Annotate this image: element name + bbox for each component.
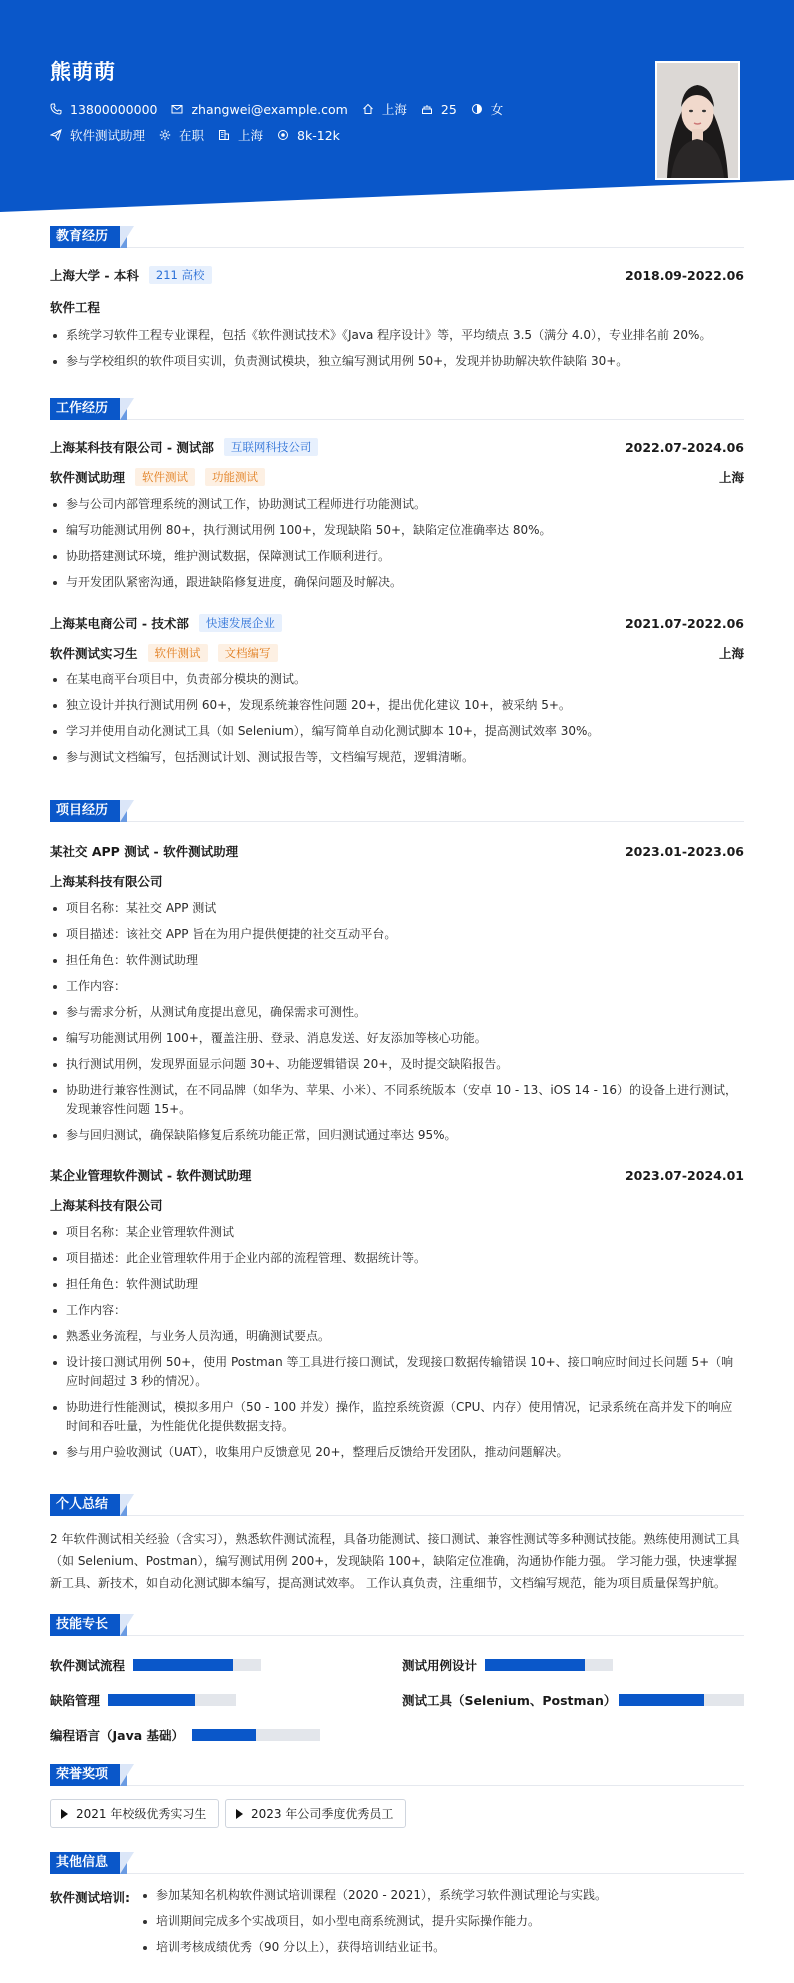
email-item xyxy=(171,102,347,117)
education-title: 教育经历 xyxy=(50,226,120,248)
email-text: zhangwei@example.com xyxy=(191,101,348,117)
list-item: 编写功能测试用例 80+，执行测试用例 100+，发现缺陷 50+，缺陷定位准确率达 80%。 xyxy=(50,521,744,540)
list-item: 学习并使用自动化测试工具（如 Selenium），编写简单自动化测试脚本 10+，提高测试效率 30%。 xyxy=(50,722,744,741)
work-heading xyxy=(50,398,744,420)
salary-item xyxy=(277,128,340,143)
skill-bar-fill xyxy=(108,1694,195,1706)
list-item: 项目名称：某社交 APP 测试 xyxy=(50,899,744,918)
skill-name: 测试用例设计 xyxy=(402,1658,478,1673)
list-item: 工作内容： xyxy=(50,977,744,996)
resume-header xyxy=(0,0,794,212)
honors-section xyxy=(50,1764,744,1821)
job-duties-list xyxy=(50,670,744,774)
list-item: 培训期间完成多个实战项目，如小型电商系统测试，提升实际操作能力。 xyxy=(140,1912,744,1931)
other-heading xyxy=(50,1852,744,1874)
list-item: 参与公司内部管理系统的测试工作，协助测试工程师进行功能测试。 xyxy=(50,495,744,514)
job-date: 2022.07-2024.06 xyxy=(624,439,744,455)
skill-bar xyxy=(108,1694,236,1706)
job-role-row xyxy=(50,468,744,486)
triangle-icon xyxy=(236,1809,243,1819)
skill-bar xyxy=(619,1694,744,1706)
list-item: 项目描述：该社交 APP 旨在为用户提供便捷的社交互动平台。 xyxy=(50,925,744,944)
project-org-row xyxy=(50,1196,744,1214)
other-section xyxy=(50,1852,744,1954)
skill-name: 编程语言（Java 基础） xyxy=(50,1728,185,1743)
other-label: 软件测试培训: xyxy=(50,1890,130,1905)
job-target-item xyxy=(50,126,145,144)
summary-text: 2 年软件测试相关经验（含实习），熟悉软件测试流程，具备功能测试、接口测试、兼容性测试等多种测试技能。熟练使用测试工具（如 Selenium、Postman），编写测试用例 200+，发现缺陷 100+，缺陷定位准确，沟通协作能力强。 学习能力强，快速掌握新工具、新技术，如自动化测试脚本编写，提高测试效率。 工作认真负责，注重细节，文档编写规范，能为项目质量保驾护航。 xyxy=(50,1532,740,1590)
home-icon xyxy=(362,103,374,115)
skill-item xyxy=(50,1691,236,1709)
education-list xyxy=(50,326,744,378)
projects-title: 项目经历 xyxy=(50,800,120,822)
skill-bar-fill xyxy=(133,1659,233,1671)
skill-item xyxy=(50,1656,261,1674)
list-item: 协助搭建测试环境，维护测试数据，保障测试工作顺利进行。 xyxy=(50,547,744,566)
building-icon xyxy=(218,129,230,141)
phone-item xyxy=(50,102,157,117)
list-item: 参与需求分析，从测试角度提出意见，确保需求可测性。 xyxy=(50,1003,744,1022)
city-item xyxy=(362,100,407,118)
list-item: 设计接口测试用例 50+，使用 Postman 等工具进行接口测试，发现接口数据传输错误 10+、接口响应时间过长问题 5+（响应时间超过 3 秒的情况）。 xyxy=(50,1353,744,1391)
status-text: 在职 xyxy=(179,128,205,143)
cake-icon xyxy=(421,103,433,115)
major-name: 软件工程 xyxy=(50,300,101,315)
education-major-row xyxy=(50,298,744,316)
job-location: 上海 xyxy=(718,646,744,661)
avatar-photo xyxy=(655,61,740,180)
skill-item xyxy=(50,1726,320,1744)
phone-icon xyxy=(50,103,62,115)
gender-text: 女 xyxy=(490,102,504,117)
list-item: 参与用户验收测试（UAT），收集用户反馈意见 20+，整理后反馈给开发团队，推动问题解决。 xyxy=(50,1443,744,1462)
skills-heading xyxy=(50,1614,744,1636)
gear-icon xyxy=(159,129,171,141)
list-item: 与开发团队紧密沟通，跟进缺陷修复进度，确保问题及时解决。 xyxy=(50,573,744,592)
skills-section xyxy=(50,1614,744,1743)
list-item: 熟悉业务流程，与业务人员沟通，明确测试要点。 xyxy=(50,1327,744,1346)
send-icon xyxy=(50,129,62,141)
company-tag: 互联网科技公司 xyxy=(224,438,319,456)
project-org: 上海某科技有限公司 xyxy=(50,874,163,889)
skill-name: 软件测试流程 xyxy=(50,1658,126,1673)
summary-title: 个人总结 xyxy=(50,1494,120,1516)
job-company-row xyxy=(50,614,744,632)
job-role: 软件测试助理 xyxy=(50,470,126,485)
skill-bar xyxy=(133,1659,261,1671)
skill-item xyxy=(402,1691,744,1709)
list-item: 编写功能测试用例 100+，覆盖注册、登录、消息发送、好友添加等核心功能。 xyxy=(50,1029,744,1048)
project-org-row xyxy=(50,872,744,890)
age-text: 25 xyxy=(440,101,457,117)
project-date: 2023.07-2024.01 xyxy=(624,1167,744,1183)
role-tag: 软件测试 xyxy=(148,644,208,662)
projects-heading xyxy=(50,800,744,822)
education-school-row xyxy=(50,266,744,284)
education-heading xyxy=(50,226,744,248)
list-item: 执行测试用例，发现界面显示问题 30+、功能逻辑错误 20+，及时提交缺陷报告。 xyxy=(50,1055,744,1074)
gender-icon xyxy=(471,103,483,115)
job-target-text: 软件测试助理 xyxy=(70,128,146,143)
phone-text: 13800000000 xyxy=(70,101,158,117)
honors-title: 荣誉奖项 xyxy=(50,1764,120,1786)
project-org: 上海某科技有限公司 xyxy=(50,1198,163,1213)
skills-title: 技能专长 xyxy=(50,1614,120,1636)
list-item: 工作内容： xyxy=(50,1301,744,1320)
education-date: 2018.09-2022.06 xyxy=(624,267,744,283)
job-location: 上海 xyxy=(718,470,744,485)
work-title: 工作经历 xyxy=(50,398,120,420)
summary-section xyxy=(50,1494,744,1590)
list-item: 系统学习软件工程专业课程，包括《软件测试技术》《Java 程序设计》等，平均绩点 3.5（满分 4.0），专业排名前 20%。 xyxy=(50,326,744,345)
skill-bar-fill xyxy=(485,1659,585,1671)
honors-heading xyxy=(50,1764,744,1786)
work-section xyxy=(50,398,744,764)
company-name: 上海某科技有限公司 - 测试部 xyxy=(50,440,214,455)
age-item xyxy=(421,102,457,117)
target-city-text: 上海 xyxy=(238,128,264,143)
city-text: 上海 xyxy=(381,102,407,117)
school-name: 上海大学 - 本科 xyxy=(50,268,139,283)
company-tag: 快速发展企业 xyxy=(199,614,282,632)
list-item: 协助进行性能测试，模拟多用户（50 - 100 并发）操作，监控系统资源（CPU、内存）使用情况，记录系统在高并发下的响应时间和吞吐量，为性能优化提供数据支持。 xyxy=(50,1398,744,1436)
award-badge xyxy=(225,1799,406,1828)
skill-item xyxy=(402,1656,613,1674)
list-item: 在某电商平台项目中，负责部分模块的测试。 xyxy=(50,670,744,689)
education-section xyxy=(50,226,744,368)
mail-icon xyxy=(171,103,183,115)
project-name: 某社交 APP 测试 - 软件测试助理 xyxy=(50,844,239,859)
list-item: 参与回归测试，确保缺陷修复后系统功能正常，回归测试通过率达 95%。 xyxy=(50,1126,744,1145)
skill-bar-fill xyxy=(619,1694,704,1706)
list-item: 项目描述：此企业管理软件用于企业内部的流程管理、数据统计等。 xyxy=(50,1249,744,1268)
award-badge xyxy=(50,1799,219,1828)
role-tag: 文档编写 xyxy=(218,644,278,662)
list-item: 担任角色：软件测试助理 xyxy=(50,951,744,970)
project-detail-list xyxy=(50,1223,744,1469)
contact-info-row xyxy=(50,100,517,118)
skill-name: 测试工具（Selenium、Postman） xyxy=(402,1693,617,1708)
award-name: 2023 年公司季度优秀员工 xyxy=(251,1807,394,1821)
project-name: 某企业管理软件测试 - 软件测试助理 xyxy=(50,1168,252,1183)
role-tag: 软件测试 xyxy=(135,468,195,486)
other-label-row xyxy=(50,1888,140,1906)
skill-name: 缺陷管理 xyxy=(50,1693,101,1708)
other-title: 其他信息 xyxy=(50,1852,120,1874)
list-item: 参加某知名机构软件测试培训课程（2020 - 2021），系统学习软件测试理论与实践。 xyxy=(140,1886,744,1905)
skill-bar xyxy=(485,1659,613,1671)
project-name-row xyxy=(50,1166,744,1184)
project-date: 2023.01-2023.06 xyxy=(624,843,744,859)
job-intent-row xyxy=(50,126,354,144)
school-tag: 211 高校 xyxy=(149,266,212,284)
salary-text: 8k-12k xyxy=(297,127,340,143)
avatar-image xyxy=(657,63,738,178)
status-item xyxy=(159,126,204,144)
company-name: 上海某电商公司 - 技术部 xyxy=(50,616,189,631)
list-item: 独立设计并执行测试用例 60+，发现系统兼容性问题 20+，提出优化建议 10+，被采纳 5+。 xyxy=(50,696,744,715)
job-role: 软件测试实习生 xyxy=(50,646,138,661)
list-item: 培训考核成绩优秀（90 分以上），获得培训结业证书。 xyxy=(140,1938,744,1957)
gender-item xyxy=(471,100,504,118)
list-item: 参与学校组织的软件项目实训，负责测试模块，独立编写测试用例 50+，发现并协助解决软件缺陷 30+。 xyxy=(50,352,744,371)
triangle-icon xyxy=(61,1809,68,1819)
coin-icon xyxy=(277,129,289,141)
project-name-row xyxy=(50,842,744,860)
list-item: 协助进行兼容性测试，在不同品牌（如华为、苹果、小米）、不同系统版本（安卓 10 - 13、iOS 14 - 16）的设备上进行测试，发现兼容性问题 15+。 xyxy=(50,1081,744,1119)
job-duties-list xyxy=(50,495,744,599)
summary-heading xyxy=(50,1494,744,1516)
role-tag: 功能测试 xyxy=(205,468,265,486)
projects-section xyxy=(50,800,744,1459)
award-name: 2021 年校级优秀实习生 xyxy=(76,1807,207,1821)
skill-bar xyxy=(192,1729,320,1741)
job-role-row xyxy=(50,644,744,662)
project-detail-list xyxy=(50,899,744,1152)
skill-bar-fill xyxy=(192,1729,256,1741)
job-date: 2021.07-2022.06 xyxy=(624,615,744,631)
candidate-name: 熊萌萌 xyxy=(50,60,116,84)
list-item: 参与测试文档编写，包括测试计划、测试报告等，文档编写规范，逻辑清晰。 xyxy=(50,748,744,767)
other-list xyxy=(140,1886,744,1964)
job-company-row xyxy=(50,438,744,456)
target-city-item xyxy=(218,126,263,144)
list-item: 担任角色：软件测试助理 xyxy=(50,1275,744,1294)
list-item: 项目名称：某企业管理软件测试 xyxy=(50,1223,744,1242)
